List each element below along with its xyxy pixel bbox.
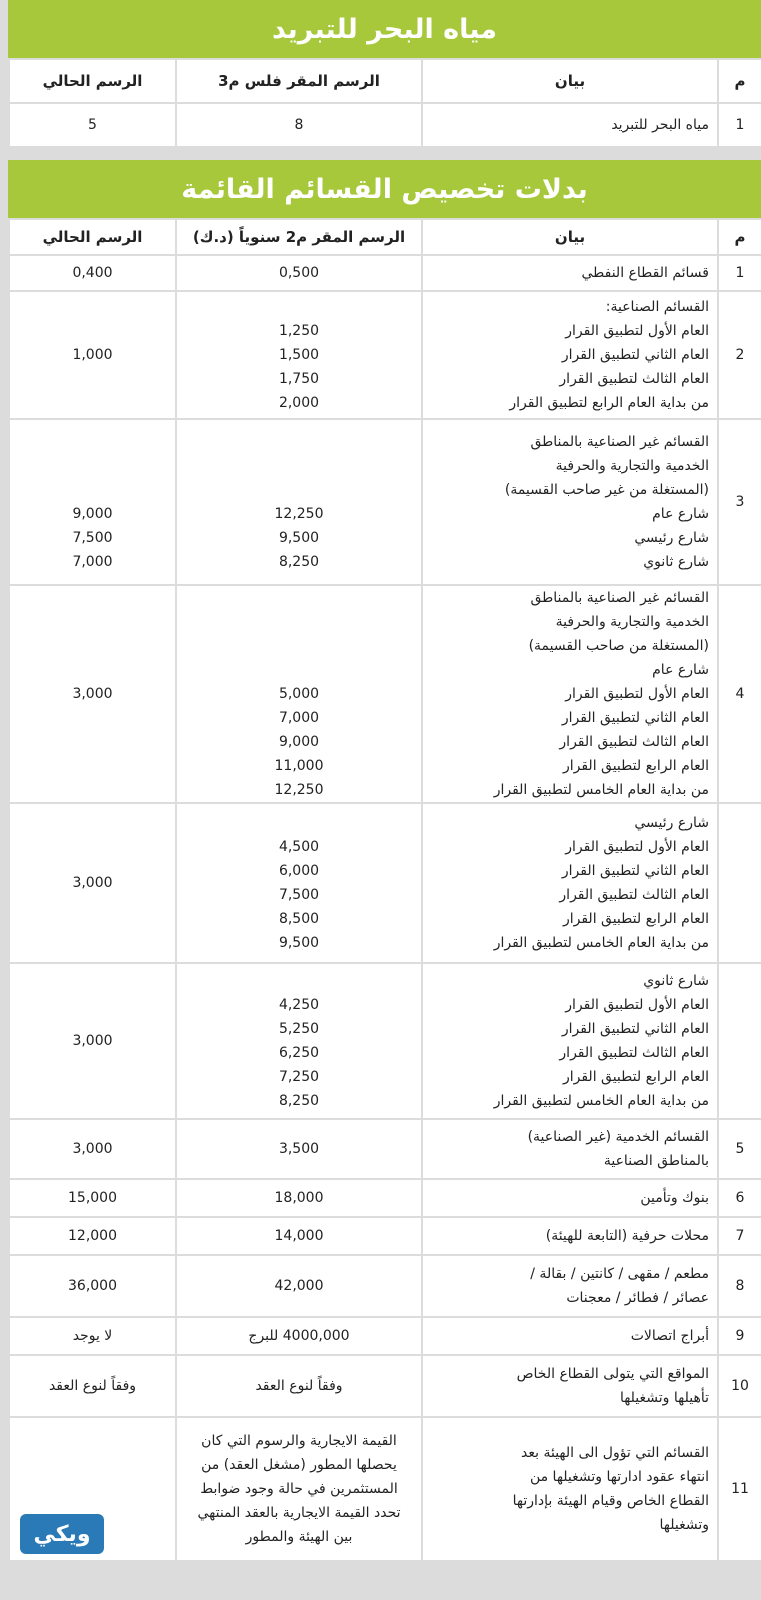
- row-fee-line: [177, 454, 421, 478]
- row-desc-line: من بداية العام الخامس لتطبيق القرار: [493, 1093, 709, 1109]
- row-fee: [176, 255, 422, 291]
- row-desc-line: العام الثاني لتطبيق القرار: [561, 710, 709, 726]
- row-fee-line: 4000,000 للبرج: [248, 1328, 350, 1344]
- row-desc-line: من بداية العام الخامس لتطبيق القرار: [493, 935, 709, 951]
- header-num: م: [718, 59, 761, 103]
- row-desc-line: محلات حرفية (التابعة للهيئة): [545, 1228, 709, 1244]
- row-desc: [422, 1217, 718, 1255]
- header-current: الرسم الحالي: [9, 219, 176, 255]
- row-fee-line: [177, 658, 421, 682]
- row-desc: [422, 255, 718, 291]
- row-fee-line: 0,500: [278, 265, 320, 281]
- row-current-line: 7,500: [72, 530, 113, 546]
- table-row: [9, 585, 761, 803]
- row-fee-line: 9,500: [278, 935, 320, 951]
- header-fee: الرسم المقر م2 سنوياً (د.ك): [176, 219, 422, 255]
- row-desc-line: العام الرابع لتطبيق القرار: [562, 1069, 709, 1085]
- row-desc-line: شارع رئيسي: [634, 815, 709, 831]
- table-row: [9, 419, 761, 585]
- row-fee: [176, 963, 422, 1119]
- row-current-line: 1,000: [72, 347, 113, 363]
- row-desc: [422, 1317, 718, 1355]
- row-num: 9: [718, 1317, 761, 1355]
- row-current-line: [10, 454, 175, 478]
- row-num: 5: [718, 1119, 761, 1179]
- row-current-line: 9,000: [72, 506, 113, 522]
- row-fee: [176, 291, 422, 419]
- row-current-line: 7,000: [72, 554, 113, 570]
- row-desc-line: العام الثالث لتطبيق القرار: [559, 887, 709, 903]
- row-current-line: لا يوجد: [72, 1328, 113, 1344]
- row-current: [9, 255, 176, 291]
- table-row: [9, 103, 761, 147]
- row-current: [9, 1317, 176, 1355]
- row-num: 10: [718, 1355, 761, 1417]
- header-fee: الرسم المقر فلس م3: [176, 59, 422, 103]
- row-fee-line: وفقاً لنوع العقد: [255, 1378, 343, 1394]
- table-row: [9, 1355, 761, 1417]
- row-desc-line: شارع عام: [652, 662, 709, 678]
- header-desc: بيان: [422, 59, 718, 103]
- row-fee-line: 3,500: [278, 1141, 320, 1157]
- row-num: 1: [718, 255, 761, 291]
- row-current: [9, 1217, 176, 1255]
- row-num: [718, 963, 761, 1119]
- table1-header-row: [9, 59, 761, 103]
- row-current: [9, 1179, 176, 1217]
- row-desc-line: بنوك وتأمين: [640, 1190, 709, 1206]
- table-row: [9, 255, 761, 291]
- row-fee-line: 12,250: [274, 782, 324, 798]
- row-fee-line: 14,000: [274, 1228, 324, 1244]
- table-row: [9, 291, 761, 419]
- row-desc-line: العام الثالث لتطبيق القرار: [559, 371, 709, 387]
- row-fee: [176, 1255, 422, 1317]
- table1-title: مياه البحر للتبريد: [8, 0, 761, 58]
- row-current: [9, 1355, 176, 1417]
- row-desc-line: العام الأول لتطبيق القرار: [565, 839, 709, 855]
- row-fee-line: [177, 430, 421, 454]
- table2: [8, 218, 761, 1562]
- table2-title: بدلات تخصيص القسائم القائمة: [8, 160, 761, 218]
- row-fee-line: [177, 586, 421, 610]
- row-fee: [176, 585, 422, 803]
- row-current-line: وفقاً لنوع العقد: [48, 1378, 137, 1394]
- row-current-line: 12,000: [68, 1228, 117, 1244]
- row-desc-line: أبراج اتصالات: [630, 1328, 709, 1344]
- row-fee: [176, 1355, 422, 1417]
- table-row: [9, 1417, 761, 1561]
- row-desc-line: العام الأول لتطبيق القرار: [565, 323, 709, 339]
- row-desc-line: (المستغلة من صاحب القسيمة): [528, 638, 709, 654]
- row-current-line: [10, 430, 175, 454]
- row-fee-line: يحصلها المطور (مشغل العقد) من: [201, 1457, 397, 1473]
- header-current: الرسم الحالي: [9, 59, 176, 103]
- table-row: [9, 1217, 761, 1255]
- row-fee: [176, 803, 422, 963]
- row-fee-line: 1,500: [278, 347, 320, 363]
- row-fee-line: القيمة الايجارية والرسوم التي كان: [201, 1433, 397, 1449]
- row-desc-line: شارع ثانوي: [643, 973, 709, 989]
- row-fee: [176, 1119, 422, 1179]
- row-desc-line: العام الأول لتطبيق القرار: [565, 686, 709, 702]
- row-desc-line: المواقع التي يتولى القطاع الخاص: [516, 1366, 709, 1382]
- row-num: 1: [718, 103, 761, 147]
- row-desc: [422, 1255, 718, 1317]
- row-fee-line: [177, 634, 421, 658]
- row-fee-line: 7,250: [278, 1069, 320, 1085]
- row-desc: [422, 803, 718, 963]
- row-fee-line: 4,500: [278, 839, 320, 855]
- row-desc-line: العام الثالث لتطبيق القرار: [559, 1045, 709, 1061]
- row-current-line: 3,000: [72, 1141, 113, 1157]
- row-desc-line: انتهاء عقود ادارتها وتشغيلها من: [529, 1469, 709, 1485]
- row-fee-line: 5,000: [278, 686, 320, 702]
- row-fee-line: 7,000: [278, 710, 320, 726]
- row-fee-line: 42,000: [274, 1278, 324, 1294]
- row-current-line: 3,000: [72, 1033, 113, 1049]
- row-fee-line: [177, 478, 421, 502]
- row-current: [9, 1255, 176, 1317]
- row-desc-line: مطعم / مقهى / كانتين / بقالة /: [530, 1266, 709, 1282]
- row-current: 5: [9, 103, 176, 147]
- row-desc-line: وتشغيلها: [659, 1517, 709, 1533]
- logo-text: ويكي: [33, 1521, 91, 1547]
- row-fee-line: المستثمرين في حالة وجود ضوابط: [200, 1481, 398, 1497]
- row-current-line: 15,000: [68, 1190, 117, 1206]
- row-desc-line: القسائم غير الصناعية بالمناطق: [530, 590, 709, 606]
- table-row: [9, 963, 761, 1119]
- row-num: 6: [718, 1179, 761, 1217]
- row-desc-line: العام الثاني لتطبيق القرار: [561, 347, 709, 363]
- row-desc: مياه البحر للتبريد: [422, 103, 718, 147]
- row-fee-line: [177, 811, 421, 835]
- row-desc: [422, 1355, 718, 1417]
- row-desc: [422, 1119, 718, 1179]
- row-current-line: 3,000: [72, 875, 113, 891]
- row-num: 2: [718, 291, 761, 419]
- row-fee-line: 8,500: [278, 911, 320, 927]
- header-desc: بيان: [422, 219, 718, 255]
- row-num: 11: [718, 1417, 761, 1561]
- row-desc-line: شارع عام: [652, 506, 709, 522]
- row-desc: [422, 1417, 718, 1561]
- row-fee-line: 6,250: [278, 1045, 320, 1061]
- row-desc-line: العام الأول لتطبيق القرار: [565, 997, 709, 1013]
- row-desc-line: بالمناطق الصناعية: [603, 1153, 709, 1169]
- row-current: [9, 1119, 176, 1179]
- table-row: [9, 1255, 761, 1317]
- row-desc-line: القسائم التي تؤول الى الهيئة بعد: [521, 1445, 709, 1461]
- row-current-line: 3,000: [72, 686, 113, 702]
- row-fee-line: 5,250: [278, 1021, 320, 1037]
- row-fee-line: 8,250: [278, 1093, 320, 1109]
- row-fee: [176, 1179, 422, 1217]
- row-current: [9, 803, 176, 963]
- row-desc-line: الخدمية والتجارية والحرفية: [555, 458, 709, 474]
- row-current-line: [10, 478, 175, 502]
- row-desc-line: القسائم الصناعية:: [605, 299, 709, 315]
- header-num: م: [718, 219, 761, 255]
- row-current: [9, 585, 176, 803]
- row-desc: [422, 1179, 718, 1217]
- row-fee-line: 12,250: [274, 506, 324, 522]
- row-fee-line: 9,500: [278, 530, 320, 546]
- row-desc-line: من بداية العام الرابع لتطبيق القرار: [509, 395, 709, 411]
- row-desc-line: القسائم الخدمية (غير الصناعية): [527, 1129, 709, 1145]
- row-current-line: 36,000: [68, 1278, 117, 1294]
- row-fee-line: 7,500: [278, 887, 320, 903]
- row-fee-line: 8,250: [278, 554, 320, 570]
- row-desc-line: عصائر / فطائر / معجنات: [566, 1290, 709, 1306]
- row-fee: 8: [176, 103, 422, 147]
- row-desc-line: (المستغلة من غير صاحب القسيمة): [504, 482, 709, 498]
- row-fee: [176, 1417, 422, 1561]
- row-desc: [422, 419, 718, 585]
- row-fee-line: 1,750: [278, 371, 320, 387]
- row-fee-line: [177, 610, 421, 634]
- row-fee-line: 2,000: [278, 395, 320, 411]
- row-desc-line: القسائم غير الصناعية بالمناطق: [530, 434, 709, 450]
- table-row: [9, 1179, 761, 1217]
- table-row: [9, 803, 761, 963]
- row-fee-line: 6,000: [278, 863, 320, 879]
- row-current: [9, 963, 176, 1119]
- row-fee: [176, 419, 422, 585]
- row-desc-line: العام الرابع لتطبيق القرار: [562, 911, 709, 927]
- row-fee: [176, 1217, 422, 1255]
- row-num: [718, 803, 761, 963]
- row-num: 8: [718, 1255, 761, 1317]
- site-logo: [20, 1514, 104, 1554]
- row-num: 7: [718, 1217, 761, 1255]
- row-desc-line: شارع رئيسي: [634, 530, 709, 546]
- row-fee-line: 11,000: [274, 758, 324, 774]
- row-desc: [422, 585, 718, 803]
- table2-header-row: [9, 219, 761, 255]
- row-current-line: [10, 1477, 175, 1501]
- row-desc-line: العام الثالث لتطبيق القرار: [559, 734, 709, 750]
- table-row: [9, 1317, 761, 1355]
- row-desc-line: الخدمية والتجارية والحرفية: [555, 614, 709, 630]
- row-current-line: 0,400: [72, 265, 113, 281]
- row-fee-line: 1,250: [278, 323, 320, 339]
- row-desc-line: القطاع الخاص وقيام الهيئة بإدارتها: [512, 1493, 709, 1509]
- row-fee-line: [177, 295, 421, 319]
- row-desc-line: شارع ثانوي: [643, 554, 709, 570]
- row-fee-line: تحدد القيمة الايجارية بالعقد المنتهي: [197, 1505, 401, 1521]
- row-desc: [422, 291, 718, 419]
- row-num: 4: [718, 585, 761, 803]
- row-desc-line: العام الرابع لتطبيق القرار: [562, 758, 709, 774]
- row-fee-line: بين الهيئة والمطور: [245, 1529, 353, 1545]
- row-desc-line: العام الثاني لتطبيق القرار: [561, 863, 709, 879]
- row-desc-line: من بداية العام الخامس لتطبيق القرار: [493, 782, 709, 798]
- divider: [8, 148, 761, 160]
- row-num: 3: [718, 419, 761, 585]
- row-fee-line: 4,250: [278, 997, 320, 1013]
- row-desc: [422, 963, 718, 1119]
- row-fee: [176, 1317, 422, 1355]
- row-current: [9, 419, 176, 585]
- row-desc-line: قسائم القطاع النفطي: [581, 265, 709, 281]
- table1: [8, 58, 761, 148]
- row-desc-line: تأهيلها وتشغيلها: [619, 1390, 709, 1406]
- row-fee-line: [177, 969, 421, 993]
- page: [8, 0, 761, 1562]
- table-row: [9, 1119, 761, 1179]
- row-fee-line: 9,000: [278, 734, 320, 750]
- row-current: [9, 291, 176, 419]
- row-fee-line: 18,000: [274, 1190, 324, 1206]
- row-desc-line: العام الثاني لتطبيق القرار: [561, 1021, 709, 1037]
